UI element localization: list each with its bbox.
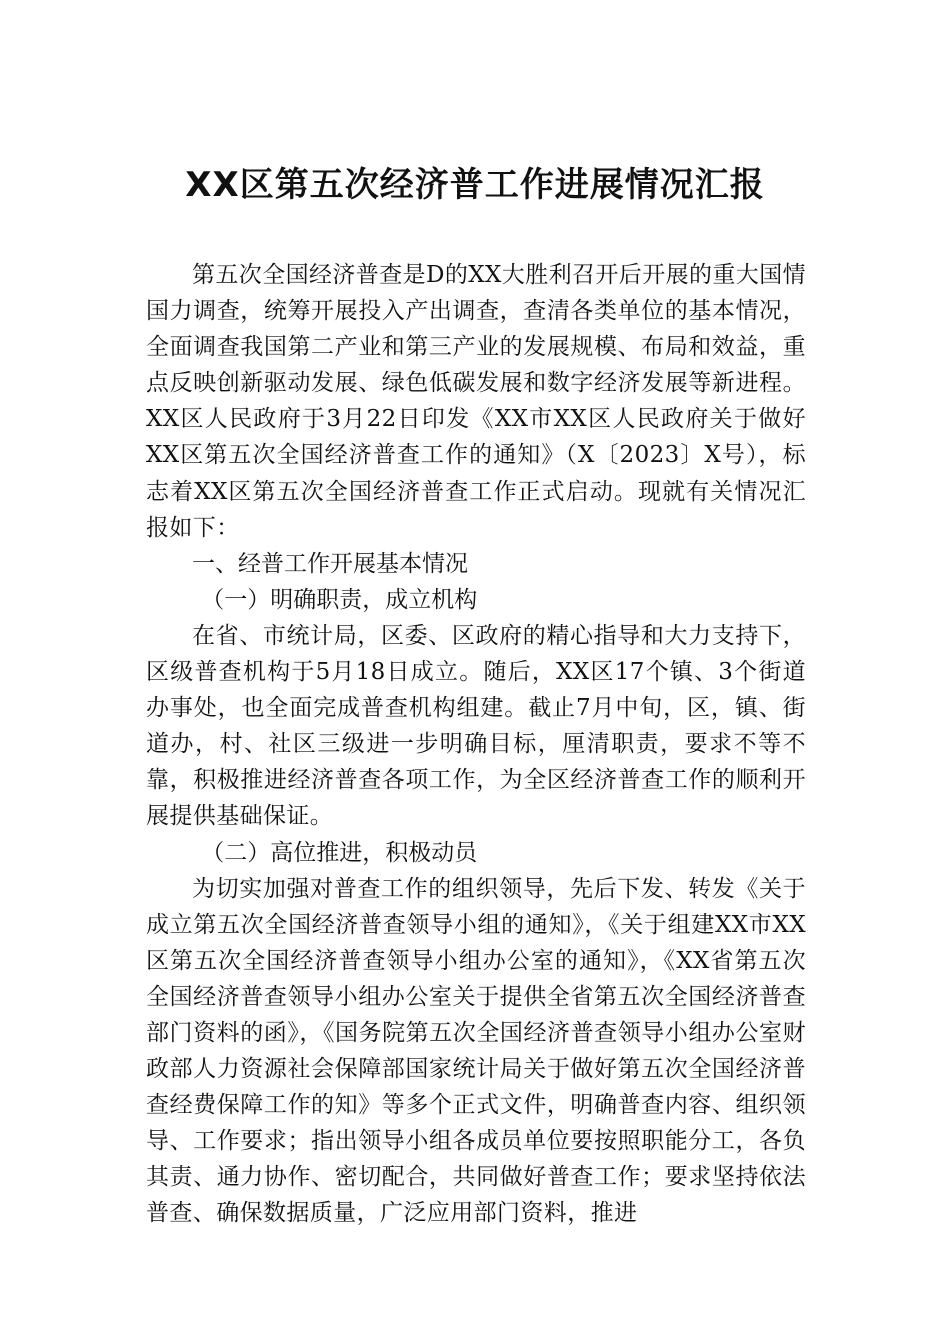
document-body	[146, 257, 806, 1232]
section-heading-1: 一、经普工作开展基本情况	[192, 550, 468, 577]
document-title: XX区第五次经济普工作进展情况汇报	[185, 165, 765, 205]
subsection-heading-1: （一）明确职责，成立机构	[201, 586, 478, 613]
subsection-heading-2: （二）高位推进，积极动员	[201, 839, 478, 866]
subsection-2-paragraph: 为切实加强对普查工作的组织领导，先后下发、转发《关于成立第五次全国经济普查领导小组的通知》，《关于组建XX市XX区第五次全国经济普查领导小组办公室的通知》，《XX省第五次全国经济普查领导小组办公室关于提供全省第五次全国经济普查部门资料的函》，《国务院第五次全国经济普查领导小组办公室财政部人力资源社会保障部国家统计局关于做好第五次全国经济普查经费保障工作的知》等多个正式文件，明确普查内容、组织领导、工作要求；指出领导小组各成员单位要按照职能分工，各负其责、通力协作、密切配合，共同做好普查工作；要求坚持依法普查、确保数据质量，广泛应用部门资料，推进	[146, 875, 806, 1227]
subsection-1-paragraph: 在省、市统计局，区委、区政府的精心指导和大力支持下，区级普查机构于5月18日成立。随后，XX区17个镇、3个街道办事处，也全面完成普查机构组建。截止7月中旬，区，镇、街道办，村、社区三级进一步明确目标，厘清职责，要求不等不靠，积极推进经济普查各项工作，为全区经济普查工作的顺利开展提供基础保证。	[146, 622, 806, 830]
intro-paragraph: 第五次全国经济普查是D的XX大胜利召开后开展的重大国情国力调查，统筹开展投入产出调查，查清各类单位的基本情况，全面调查我国第二产业和第三产业的发展规模、布局和效益，重点反映创新驱动发展、绿色低碳发展和数字经济发展等新进程。XX区人民政府于3月22日印发《XX市XX区人民政府关于做好XX区第五次全国经济普查工作的通知》（X〔2023〕X号），标志着XX区第五次全国经济普查工作正式启动。现就有关情况汇报如下：	[146, 262, 806, 541]
